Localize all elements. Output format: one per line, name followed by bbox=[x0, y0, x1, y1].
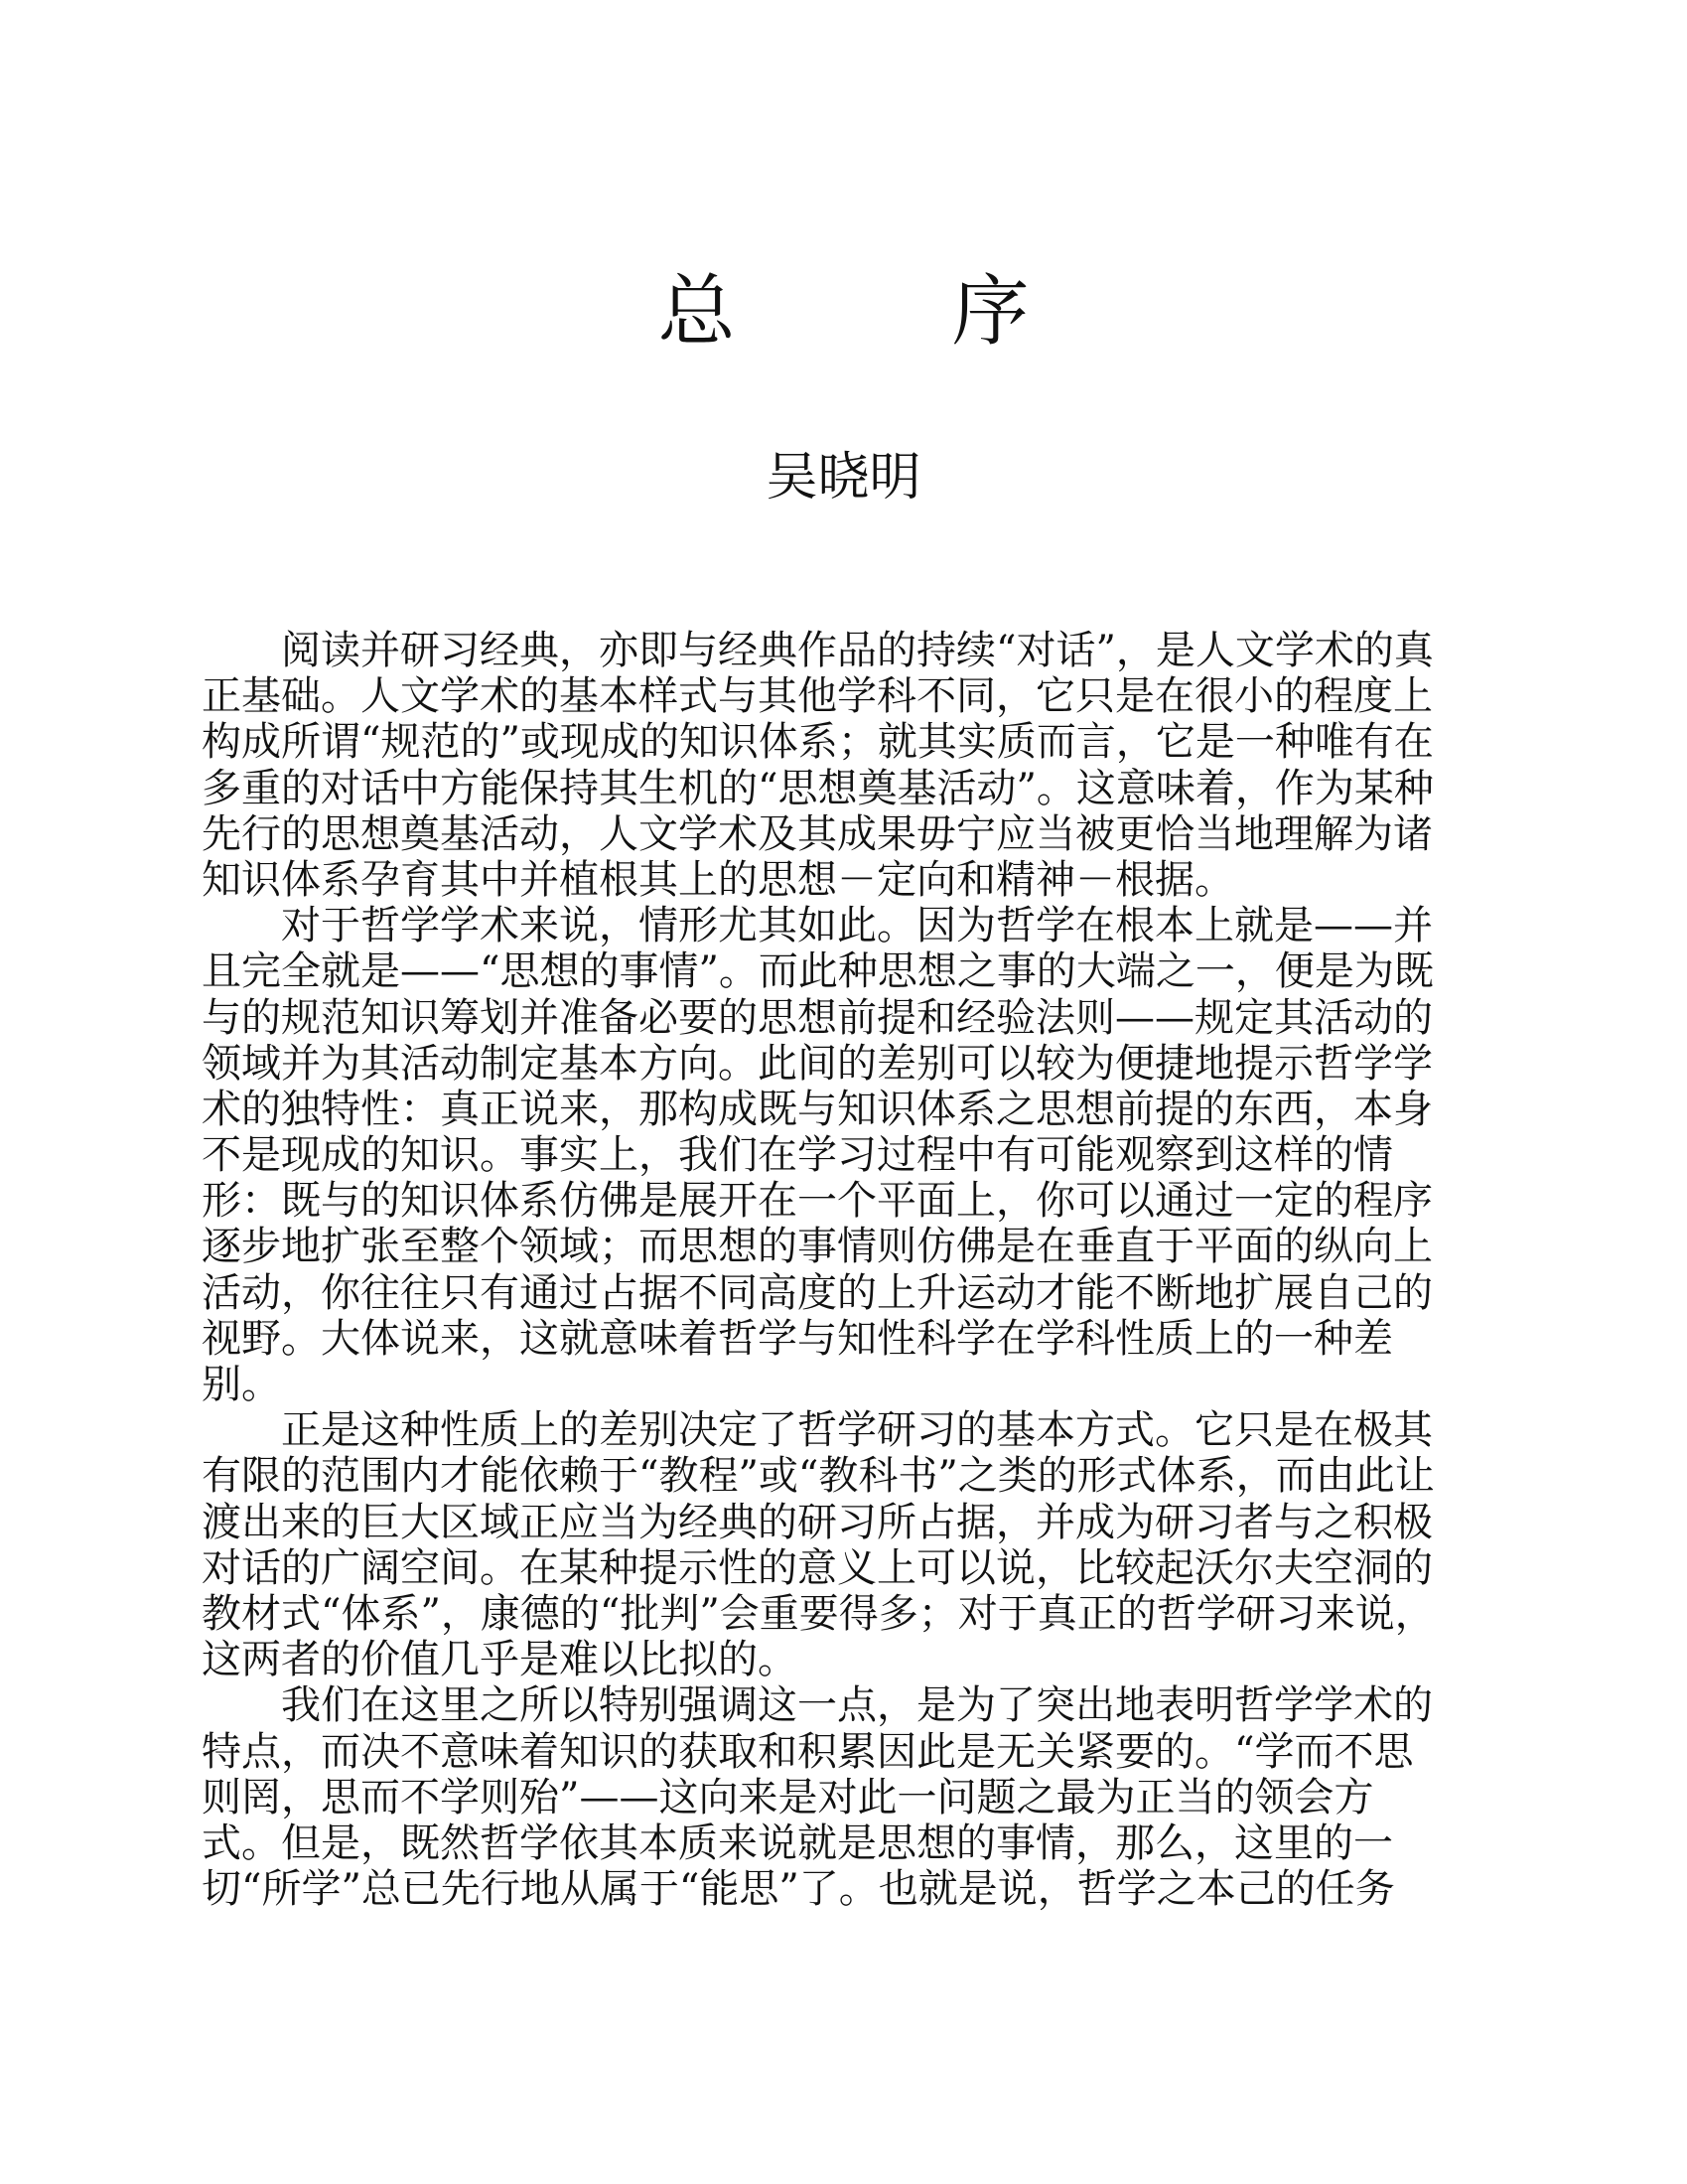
text-line: 构成所谓“规范的”或现成的知识体系；就其实质而言，它是一种唯有在 bbox=[202, 719, 1434, 766]
text-line: 多重的对话中方能保持其生机的“思想奠基活动”。这意味着，作为某种 bbox=[202, 765, 1434, 811]
text-line: 正基础。人文学术的基本样式与其他学科不同，它只是在很小的程度上 bbox=[202, 673, 1433, 720]
text-line: 对话的广阔空间。在某种提示性的意义上可以说，比较起沃尔夫空洞的 bbox=[202, 1544, 1433, 1591]
text-line: 特点，而决不意味着知识的获取和积累因此是无关紧要的。“学而不思 bbox=[202, 1728, 1414, 1775]
text-line: 这两者的价值几乎是难以比拟的。 bbox=[202, 1637, 797, 1683]
text-line: 形：既与的知识体系仿佛是展开在一个平面上，你可以通过一定的程序 bbox=[202, 1178, 1433, 1225]
text-line: 且完全就是——“思想的事情”。而此种思想之事的大端之一，便是为既 bbox=[202, 948, 1434, 995]
author-name: 吴晓明 bbox=[766, 448, 921, 508]
text-line: 教材式“体系”，康德的“批判”会重要得多；对于真正的哲学研习来说， bbox=[202, 1590, 1435, 1637]
text-line: 领域并为其活动制定基本方向。此间的差别可以较为便捷地提示哲学学 bbox=[202, 1040, 1433, 1087]
text-line: 不是现成的知识。事实上，我们在学习过程中有可能观察到这样的情 bbox=[202, 1132, 1393, 1179]
text-line: 术的独特性：真正说来，那构成既与知识体系之思想前提的东西，本身 bbox=[202, 1086, 1433, 1132]
text-line: 正是这种性质上的差别决定了哲学研习的基本方式。它只是在极其 bbox=[281, 1407, 1433, 1454]
text-line: 则罔，思而不学则殆”——这向来是对此一问题之最为正当的领会方 bbox=[202, 1774, 1374, 1820]
text-line: 知识体系孕育其中并植根其上的思想－定向和精神－根据。 bbox=[202, 856, 1234, 903]
document-title: 总 序 bbox=[657, 267, 1099, 357]
text-line: 式。但是，既然哲学依其本质来说就是思想的事情，那么，这里的一 bbox=[202, 1820, 1393, 1866]
text-line: 视野。大体说来，这就意味着哲学与知性科学在学科性质上的一种差 bbox=[202, 1315, 1393, 1362]
text-line: 有限的范围内才能依赖于“教程”或“教科书”之类的形式体系，而由此让 bbox=[202, 1453, 1435, 1500]
text-line: 渡出来的巨大区域正应当为经典的研习所占据，并成为研习者与之积极 bbox=[202, 1499, 1433, 1545]
body-text bbox=[202, 628, 1475, 1912]
text-line: 阅读并研习经典，亦即与经典作品的持续“对话”，是人文学术的真 bbox=[281, 628, 1434, 673]
text-line: 我们在这里之所以特别强调这一点，是为了突出地表明哲学学术的 bbox=[281, 1682, 1433, 1729]
text-line: 切“所学”总已先行地从属于“能思”了。也就是说，哲学之本己的任务 bbox=[202, 1866, 1395, 1913]
text-line: 逐步地扩张至整个领域；而思想的事情则仿佛是在垂直于平面的纵向上 bbox=[202, 1224, 1433, 1270]
text-line: 别。 bbox=[202, 1362, 281, 1407]
text-line: 与的规范知识筹划并准备必要的思想前提和经验法则——规定其活动的 bbox=[202, 994, 1433, 1041]
text-line: 活动，你往往只有通过占据不同高度的上升运动才能不断地扩展自己的 bbox=[202, 1269, 1433, 1316]
text-line: 对于哲学学术来说，情形尤其如此。因为哲学在根本上就是——并 bbox=[281, 903, 1433, 949]
text-line: 先行的思想奠基活动，人文学术及其成果毋宁应当被更恰当地理解为诸 bbox=[202, 810, 1433, 857]
